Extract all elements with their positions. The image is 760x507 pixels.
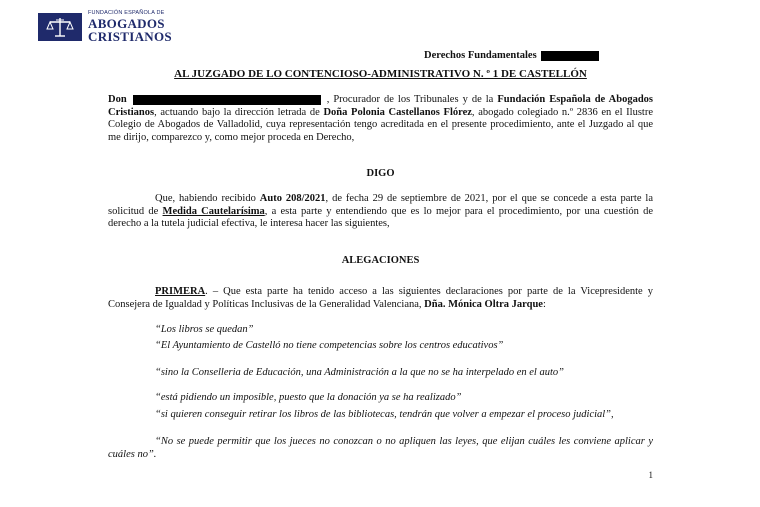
foundation-name: Fundación Española de Abogados Cristianos: [108, 94, 654, 118]
primera-label: PRIMERA: [155, 286, 206, 297]
redacted-case-number: [541, 51, 599, 61]
logo-line-1: ABOGADOS: [88, 15, 165, 31]
quote-5: “si quieren conseguir retirar los libros de las bibliotecas, tendrán que volver a empezar el proceso judicial”,: [155, 409, 614, 420]
quote-1: “Los libros se quedan”: [155, 324, 254, 335]
logo-tagline: FUNDACIÓN ESPAÑOLA DE: [88, 10, 165, 17]
digo-heading: DIGO: [366, 168, 395, 179]
primera-paragraph: PRIMERA. – Que esta parte ha tenido acceso a las siguientes declaraciones por parte de la Vicepresidente y Consejera de Igualdad y Políticas Inclusivas de la Generalidad Valenciana, Dña. Mónica Oltra Jarque:: [108, 286, 653, 310]
case-reference: [424, 50, 599, 61]
quote-6: “No se puede permitir que los jueces no conozcan o no apliquen las leyes, que elijan cuáles les conviene aplicar y cuáles no”.: [108, 436, 653, 460]
body-paragraph: Que, habiendo recibido Auto 208/2021, de fecha 29 de septiembre de 2021, por el que se concede a esta parte la solicitud de Medida Cautelarísima, a esta parte y entendiendo que es lo mejor para el procedimiento, por una cuestión de derecho a la tutela judicial efectiva, le interesa hacer las siguientes,: [108, 193, 654, 229]
reference-label: Derechos Fundamentales: [424, 50, 537, 61]
quote-4: “está pidiendo un imposible, puesto que la donación ya se ha realizado”: [155, 392, 462, 403]
redacted-procurator-name: [133, 95, 321, 105]
page-number: 1: [648, 470, 653, 480]
quote-2: “El Ayuntamiento de Castelló no tiene competencias sobre los centros educativos”: [155, 340, 504, 351]
court-title: AL JUZGADO DE LO CONTENCIOSO-ADMINISTRATIVO N. º 1 DE CASTELLÓN: [174, 68, 587, 80]
medida-reference: Medida Cautelarísima: [162, 205, 265, 217]
auto-reference: Auto 208/2021: [259, 193, 326, 204]
scales-icon: [38, 13, 82, 41]
lawyer-name: Doña Polonia Castellanos Flórez: [323, 106, 472, 118]
foundation-logo: [38, 12, 208, 42]
don-label: Don: [108, 94, 127, 105]
intro-paragraph: Don , Procurador de los Tribunales y de la Fundación Española de Abogados Cristianos, actuando bajo la dirección letrada de Doña Polonia Castellanos Flórez, abogado colegiado n.º 2836 en el Ilustre Colegio de Abogados de Valladolid, cuya representación tengo acreditada en el presente procedimiento, ante el Juzgado al que me dirijo, comparezco y, como mejor proceda en Derecho,: [108, 94, 654, 143]
quote-3: “sino la Conselleria de Educación, una Administración a la que no se ha interpelado en el auto”: [155, 367, 564, 378]
alegaciones-heading: ALEGACIONES: [341, 255, 420, 266]
logo-line-2: CRISTIANOS: [88, 28, 172, 44]
quoted-person: Dña. Mónica Oltra Jarque: [424, 298, 543, 310]
